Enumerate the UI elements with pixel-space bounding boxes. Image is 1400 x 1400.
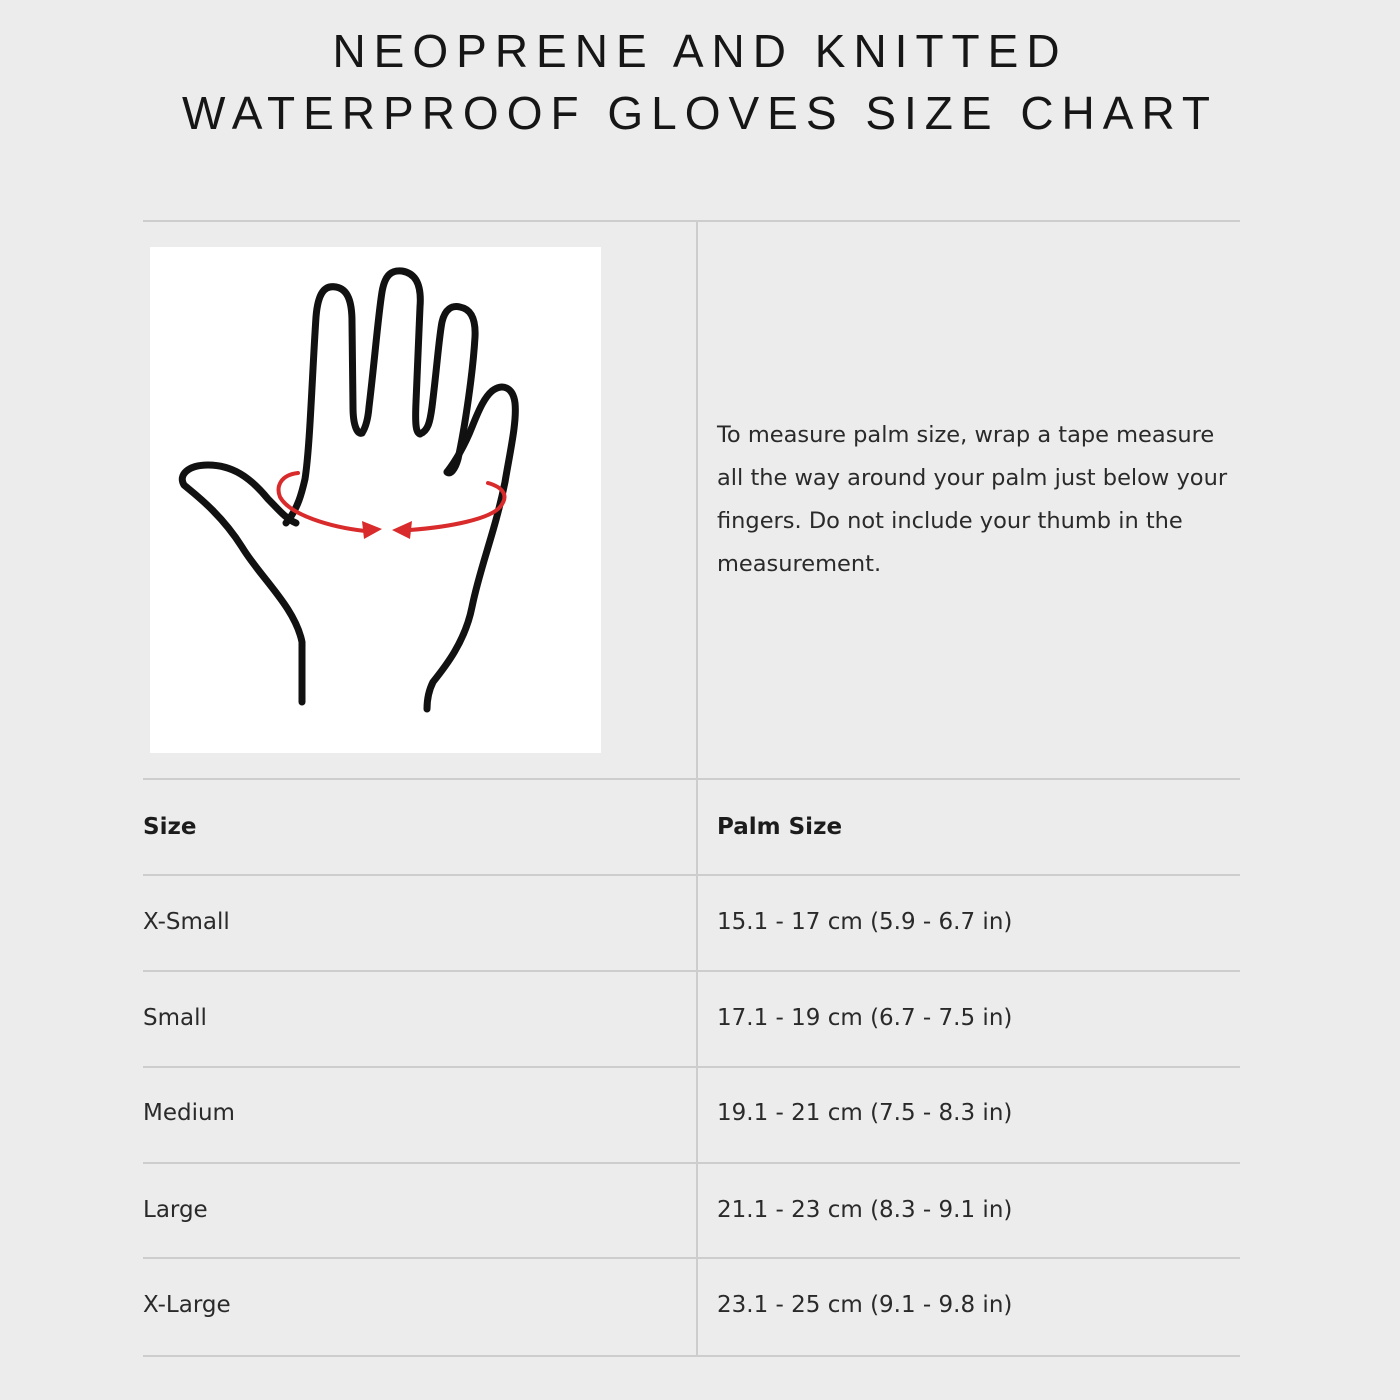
table-row-size: Large [143, 1197, 208, 1223]
column-divider [696, 221, 698, 1356]
palm-column-header: Palm Size [717, 814, 843, 840]
divider-header [143, 778, 1240, 780]
divider-bottom [143, 1355, 1240, 1357]
table-row-size: X-Small [143, 909, 230, 935]
table-row-palm: 21.1 - 23 cm (8.3 - 9.1 in) [717, 1197, 1013, 1223]
title-line-1: NEOPRENE AND KNITTED [332, 25, 1068, 77]
divider-row [143, 1257, 1240, 1259]
table-row-size: Small [143, 1005, 207, 1031]
table-row-palm: 15.1 - 17 cm (5.9 - 6.7 in) [717, 909, 1013, 935]
divider-row [143, 1066, 1240, 1068]
measure-instructions: To measure palm size, wrap a tape measure all the way around your palm just below your fingers. Do not include your thumb in the measurement. [717, 422, 1228, 577]
page-title [0, 20, 1400, 144]
divider-row [143, 1162, 1240, 1164]
table-row-size: X-Large [143, 1292, 231, 1318]
title-line-2: WATERPROOF GLOVES SIZE CHART [182, 87, 1218, 139]
table-row-palm: 19.1 - 21 cm (7.5 - 8.3 in) [717, 1100, 1013, 1126]
table-row-palm: 23.1 - 25 cm (9.1 - 9.8 in) [717, 1292, 1013, 1318]
table-row-palm: 17.1 - 19 cm (6.7 - 7.5 in) [717, 1005, 1013, 1031]
divider-row [143, 970, 1240, 972]
hand-measure-icon [150, 247, 601, 753]
divider-row [143, 874, 1240, 876]
size-column-header: Size [143, 814, 197, 840]
divider-top [143, 220, 1240, 222]
hand-illustration [150, 247, 601, 753]
table-row-size: Medium [143, 1100, 235, 1126]
